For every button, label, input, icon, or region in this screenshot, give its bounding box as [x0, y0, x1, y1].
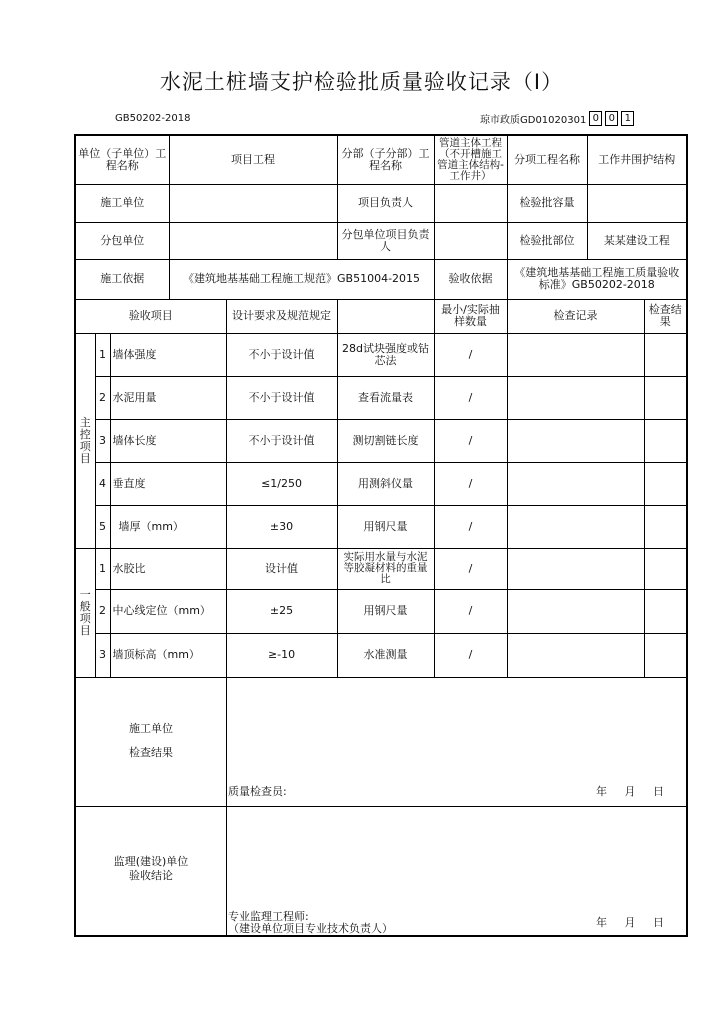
col-record-header: 检查记录 [507, 299, 644, 333]
item-result[interactable] [644, 505, 687, 548]
record-code-box[interactable]: 0 [589, 111, 602, 126]
col-design-header: 设计要求及规范规定 [226, 299, 337, 333]
supervision-label: 监理(建设)单位 [113, 854, 189, 868]
unit-value[interactable]: 项目工程 [169, 135, 337, 184]
page-title: 水泥土桩墙支护检验批质量验收记录（Ⅰ） [159, 70, 564, 94]
record-code [480, 111, 634, 126]
sub-label: 分项工程名称 [507, 135, 587, 184]
item-method: 用钢尺量 [337, 505, 434, 548]
construction-check-label2: 检查结果 [129, 745, 173, 759]
record-code-box[interactable]: 0 [605, 111, 618, 126]
item-method: 用钢尺量 [337, 589, 434, 633]
project-leader-value[interactable] [434, 184, 507, 222]
part-value[interactable]: 管道主体工程（不开槽施工管道主体结构-工作井） [434, 135, 507, 184]
standard-code: GB50202-2018 [115, 113, 191, 124]
item-no: 1 [95, 548, 110, 589]
item-design: ±25 [226, 589, 337, 633]
item-design: ±30 [226, 505, 337, 548]
item-result[interactable] [644, 333, 687, 376]
item-record[interactable] [507, 633, 644, 677]
supervision-block[interactable] [75, 806, 687, 936]
acceptance-basis-value[interactable]: 《建筑地基基础工程施工质量验收标准》GB50202-2018 [507, 259, 687, 299]
col-item-header: 验收项目 [75, 299, 226, 333]
subcontract-value[interactable] [169, 222, 337, 259]
item-sample[interactable]: / [434, 333, 507, 376]
item-record[interactable] [507, 589, 644, 633]
item-method: 用测斜仪量 [337, 462, 434, 505]
subcontract-leader-label: 分包单位项目负责人 [337, 222, 434, 259]
record-code-box[interactable]: 1 [621, 111, 634, 126]
supervision-label2: 验收结论 [129, 868, 173, 882]
col-result-header: 检查结果 [644, 299, 687, 333]
subcontract-leader-value[interactable] [434, 222, 507, 259]
item-design: 设计值 [226, 548, 337, 589]
item-no: 2 [95, 589, 110, 633]
item-no: 3 [95, 633, 110, 677]
item-sample[interactable]: / [434, 376, 507, 419]
project-leader-label: 项目负责人 [337, 184, 434, 222]
item-name: 水胶比 [110, 548, 226, 589]
item-result[interactable] [644, 548, 687, 589]
item-name: 墙体强度 [110, 333, 226, 376]
item-design: 不小于设计值 [226, 419, 337, 462]
item-record[interactable] [507, 376, 644, 419]
owner-technical-lead: （建设单位项目专业技术负责人） [228, 921, 393, 935]
supervision-engineer-signature[interactable]: 专业监理工程师: [228, 909, 309, 923]
sub-value[interactable]: 工作井围护结构 [587, 135, 687, 184]
item-record[interactable] [507, 505, 644, 548]
item-result[interactable] [644, 633, 687, 677]
item-sample[interactable]: / [434, 548, 507, 589]
col-method-header [337, 299, 434, 333]
acceptance-basis-label: 验收依据 [434, 259, 507, 299]
item-sample[interactable]: / [434, 505, 507, 548]
general-group-text: 一般项目 [79, 587, 91, 637]
basis-value[interactable]: 《建筑地基基础工程施工规范》GB51004-2015 [169, 259, 434, 299]
unit-label: 单位（子单位）工程名称 [75, 135, 169, 184]
item-sample[interactable]: / [434, 419, 507, 462]
quality-inspector-signature[interactable]: 质量检查员: [228, 784, 287, 798]
main-group-text: 主控项目 [79, 415, 91, 465]
item-method: 查看流量表 [337, 376, 434, 419]
item-no: 4 [95, 462, 110, 505]
item-sample[interactable]: / [434, 462, 507, 505]
item-result[interactable] [644, 462, 687, 505]
record-code-prefix: 琼市政质GD01020301 [480, 115, 587, 126]
item-sample[interactable]: / [434, 589, 507, 633]
item-record[interactable] [507, 333, 644, 376]
main-group-label [75, 333, 95, 548]
item-record[interactable] [507, 419, 644, 462]
batch-capacity-label: 检验批容量 [507, 184, 587, 222]
supervision-date[interactable]: 年 月 日 [596, 915, 665, 929]
acceptance-record-table [74, 134, 688, 937]
item-name: 水泥用量 [110, 376, 226, 419]
item-design: ≥-10 [226, 633, 337, 677]
item-design: ≤1/250 [226, 462, 337, 505]
item-sample[interactable]: / [434, 633, 507, 677]
item-no: 5 [95, 505, 110, 548]
item-record[interactable] [507, 462, 644, 505]
item-record[interactable] [507, 548, 644, 589]
item-method: 28d试块强度或钻芯法 [337, 333, 434, 376]
subcontract-label: 分包单位 [75, 222, 169, 259]
item-no: 1 [95, 333, 110, 376]
batch-capacity-value[interactable] [587, 184, 687, 222]
general-group-label [75, 548, 95, 677]
construction-unit-value[interactable] [169, 184, 337, 222]
item-name: 中心线定位（mm） [110, 589, 226, 633]
batch-location-value[interactable]: 某某建设工程 [587, 222, 687, 259]
basis-label: 施工依据 [75, 259, 169, 299]
item-name: 垂直度 [110, 462, 226, 505]
item-name: 墙顶标高（mm） [110, 633, 226, 677]
item-no: 2 [95, 376, 110, 419]
check-date[interactable]: 年 月 日 [596, 784, 665, 798]
item-no: 3 [95, 419, 110, 462]
item-design: 不小于设计值 [226, 333, 337, 376]
construction-check-label: 施工单位 [129, 721, 173, 735]
col-sample-header: 最小/实际抽样数量 [434, 299, 507, 333]
batch-location-label: 检验批部位 [507, 222, 587, 259]
construction-unit-label: 施工单位 [75, 184, 169, 222]
part-label: 分部（子分部）工程名称 [337, 135, 434, 184]
item-result[interactable] [644, 589, 687, 633]
item-method: 测切割链长度 [337, 419, 434, 462]
item-result[interactable] [644, 376, 687, 419]
construction-check-block[interactable] [75, 677, 687, 806]
item-name: 墙体长度 [110, 419, 226, 462]
item-method: 实际用水量与水泥等胶凝材料的重量比 [337, 548, 434, 589]
item-method: 水准测量 [337, 633, 434, 677]
item-design: 不小于设计值 [226, 376, 337, 419]
item-name: 墙厚（mm） [110, 505, 226, 548]
item-result[interactable] [644, 419, 687, 462]
